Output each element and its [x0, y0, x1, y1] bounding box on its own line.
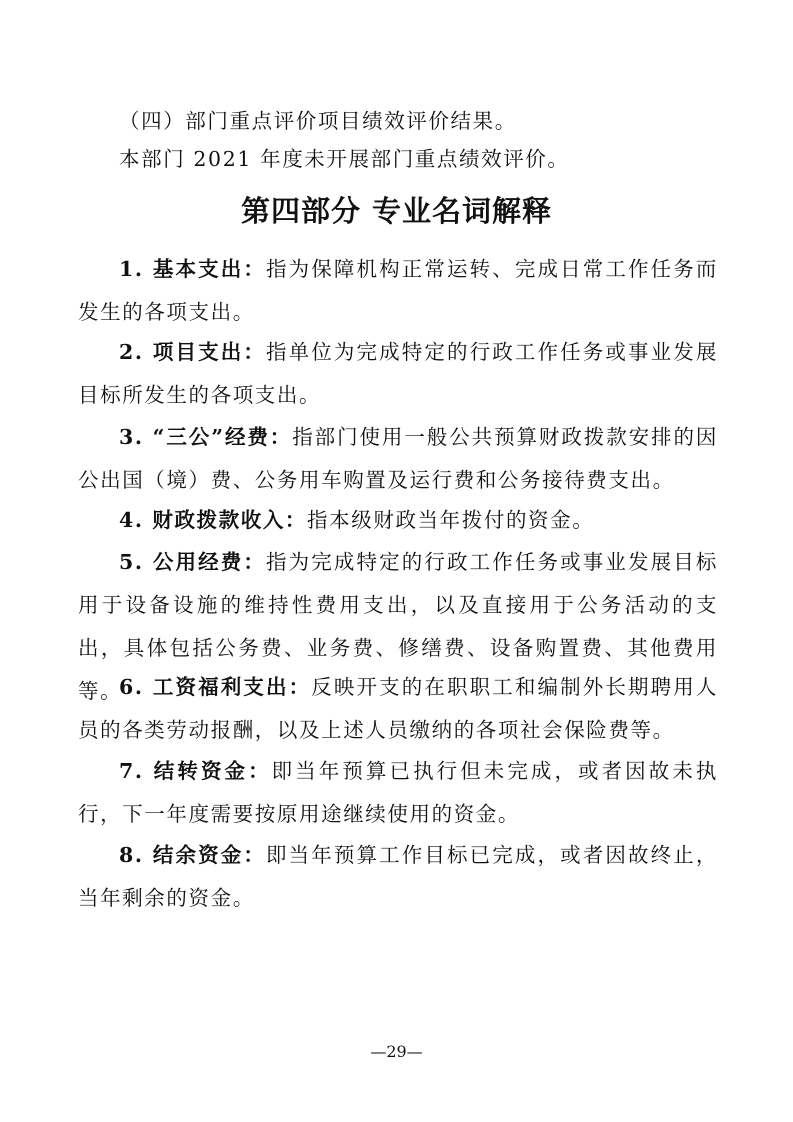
definition-term: 5. 公用经费：	[119, 550, 266, 574]
page-title: 第四部分 专业名词解释	[240, 194, 553, 228]
definition-term: 3. “三公”经费：	[119, 425, 293, 449]
definition-text: 指单位为完成特定的行政工作任务或事业发展目标所发生的各项支出。	[78, 340, 718, 407]
definition-4	[78, 499, 718, 542]
definition-text: 即当年预算工作目标已完成，或者因故终止，当年剩余的资金。	[78, 843, 718, 910]
section-heading: （四）部门重点评价项目绩效评价结果。	[119, 109, 517, 133]
definition-term: 8. 结余资金：	[119, 843, 266, 867]
definition-term: 4. 财政拨款收入：	[119, 508, 308, 532]
definition-term: 7. 结转资金：	[119, 759, 272, 783]
definition-text: 指为完成特定的行政工作任务或事业发展目标用于设备设施的维持性费用支出，以及直接用于公务活动的支出，具体包括公务费、业务费、修缮费、设备购置费、其他费用等。	[78, 550, 718, 703]
page-number: —29—	[370, 1042, 423, 1061]
definition-text: 指本级财政当年拨付的资金。	[307, 508, 595, 532]
definition-term: 2. 项目支出：	[119, 340, 266, 364]
definition-6	[78, 666, 718, 752]
section-text: 本部门 2021 年度未开展部门重点绩效评价。	[119, 147, 570, 171]
definition-7	[78, 750, 718, 836]
definition-text: 即当年预算已执行但未完成，或者因故未执行，下一年度需要按原用途继续使用的资金。	[78, 759, 718, 826]
definition-term: 1. 基本支出：	[119, 257, 266, 281]
definition-term: 6. 工资福利支出：	[119, 675, 312, 699]
definition-8	[78, 834, 718, 920]
definition-1	[78, 248, 718, 334]
definition-2	[78, 331, 718, 417]
definition-3	[78, 416, 718, 502]
definition-text: 指为保障机构正常运转、完成日常工作任务而发生的各项支出。	[78, 257, 718, 324]
definition-text: 反映开支的在职职工和编制外长期聘用人员的各类劳动报酬，以及上述人员缴纳的各项社会保险费等。	[78, 675, 718, 742]
definition-text: 指部门使用一般公共预算财政拨款安排的因公出国（境）费、公务用车购置及运行费和公务接待费支出。	[78, 425, 718, 492]
